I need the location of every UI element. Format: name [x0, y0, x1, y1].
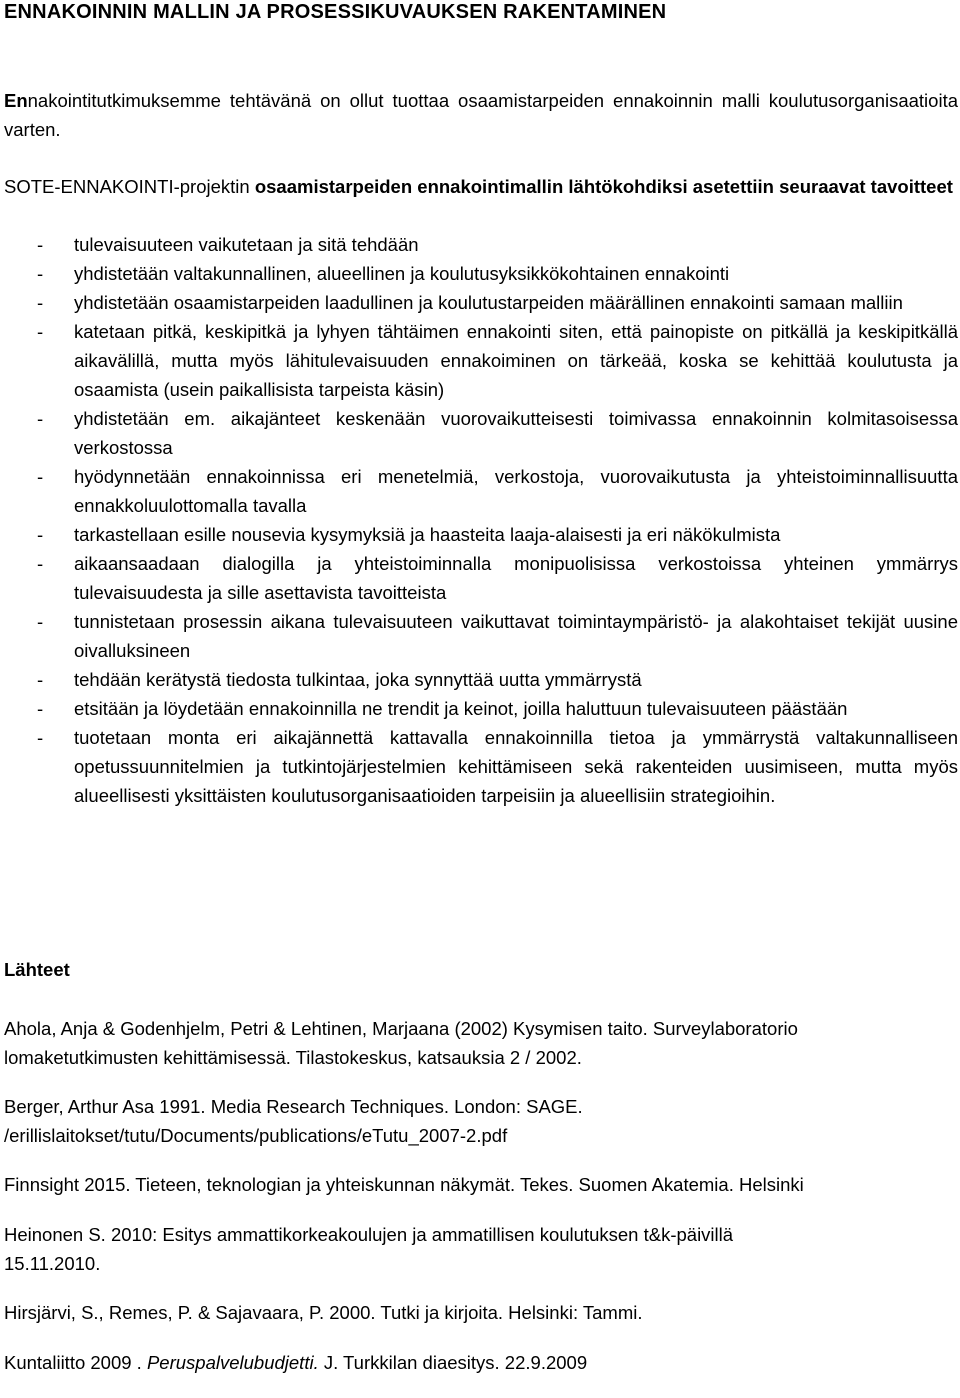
list-item — [4, 549, 958, 607]
list-item-text: hyödynnetään ennakoinnissa eri menetelmiä, verkostoja, vuorovaikutusta ja yhteistoiminnallisuutta ennakkoluulottomalla tavalla — [74, 466, 958, 516]
reference-line: /erillislaitokset/tutu/Documents/publications/eTutu_2007-2.pdf — [4, 1125, 508, 1146]
list-item-text: tuotetaan monta eri aikajännettä kattavalla ennakoinnilla tietoa ja ymmärrystä valtakunnalliseen opetussuunnitelmien ja tutkintojärjestelmien kehittämiseen sekä rakenteiden uusimiseen, mutta myös alueellisesti yksittäisten koulutusorganisaatioiden tarpeisiin ja alueellisiin strategioihin. — [74, 727, 958, 806]
list-item-text: yhdistetään osaamistarpeiden laadullinen ja koulutustarpeiden määrällinen ennakointi samaan malliin — [74, 292, 903, 313]
reference-item — [4, 1348, 958, 1377]
list-dash: - — [37, 727, 44, 748]
list-dash: - — [37, 234, 44, 255]
reference-line: Finnsight 2015. Tieteen, teknologian ja yhteiskunnan näkymät. Tekes. Suomen Akatemia. Helsinki — [4, 1174, 804, 1195]
reference-item — [4, 1092, 958, 1150]
reference-text: Kuntaliitto 2009 . — [4, 1352, 147, 1373]
reference-text: J. Turkkilan diaesitys. 22.9.2009 — [318, 1352, 588, 1373]
list-dash: - — [37, 669, 44, 690]
list-item — [4, 259, 958, 288]
reference-line: Heinonen S. 2010: Esitys ammattikorkeakoulujen ja ammatillisen koulutuksen t&k-päivillä — [4, 1224, 734, 1245]
list-dash: - — [37, 263, 44, 284]
list-dash: - — [37, 408, 44, 429]
list-dash: - — [37, 524, 44, 545]
list-item — [4, 694, 958, 723]
list-item-text: yhdistetään valtakunnallinen, alueellinen ja koulutusyksikkökohtainen ennakointi — [74, 263, 730, 284]
list-item — [4, 607, 958, 665]
references-list — [4, 1014, 958, 1398]
list-item — [4, 317, 958, 404]
goals-lead-paragraph — [4, 172, 958, 201]
list-dash: - — [37, 292, 44, 313]
reference-line: lomaketutkimusten kehittämisessä. Tilastokeskus, katsauksia 2 / 2002. — [4, 1047, 582, 1068]
reference-line: Ahola, Anja & Godenhjelm, Petri & Lehtinen, Marjaana (2002) Kysymisen taito. Surveylaboratorio — [4, 1018, 798, 1039]
reference-title-italic: Peruspalvelubudjetti. — [146, 1352, 319, 1373]
goals-lead-plain: SOTE-ENNAKOINTI-projektin — [4, 176, 255, 197]
list-item — [4, 665, 958, 694]
intro-bold-start: En — [4, 90, 28, 111]
list-item — [4, 520, 958, 549]
reference-line — [4, 1348, 958, 1377]
list-item — [4, 404, 958, 462]
reference-line: Hirsjärvi, S., Remes, P. & Sajavaara, P. 2000. Tutki ja kirjoita. Helsinki: Tammi. — [4, 1302, 643, 1323]
reference-line: 15.11.2010. — [4, 1253, 101, 1274]
list-dash: - — [37, 321, 44, 342]
reference-item — [4, 1170, 958, 1199]
list-item-text: katetaan pitkä, keskipitkä ja lyhyen tähtäimen ennakointi siten, että painopiste on pitkällä ja keskipitkällä aikavälillä, mutta myös lähitulevaisuuden ennakoiminen on tärkeää, koska se kehittää koulutusta ja osaamista (usein paikallisista tarpeista käsin) — [74, 321, 958, 400]
list-dash: - — [37, 466, 44, 487]
goals-lead-bold: osaamistarpeiden ennakointimallin lähtökohdiksi asetettiin seuraavat tavoitteet — [254, 176, 953, 197]
list-dash: - — [37, 553, 44, 574]
page-heading: ENNAKOINNIN MALLIN JA PROSESSIKUVAUKSEN RAKENTAMINEN — [4, 1, 667, 23]
reference-item — [4, 1298, 958, 1327]
list-item-text: tehdään kerätystä tiedosta tulkintaa, joka synnyttää uutta ymmärrystä — [74, 669, 642, 690]
intro-paragraph — [4, 86, 958, 144]
list-dash: - — [37, 698, 44, 719]
list-item-text: tulevaisuuteen vaikutetaan ja sitä tehdään — [74, 234, 419, 255]
sources-heading: Lähteet — [4, 959, 70, 980]
list-item-text: aikaansaadaan dialogilla ja yhteistoiminnalla monipuolisissa verkostoissa yhteinen ymmärrys tulevaisuudesta ja sille asettavista tavoitteista — [74, 553, 958, 603]
list-item-text: etsitään ja löydetään ennakoinnilla ne trendit ja keinot, joilla haluttuun tulevaisuuteen päästään — [74, 698, 848, 719]
list-item — [4, 230, 958, 259]
list-item-text: yhdistetään em. aikajänteet keskenään vuorovaikutteisesti toimivassa ennakoinnin kolmitasoisessa verkostossa — [74, 408, 958, 458]
reference-line: Berger, Arthur Asa 1991. Media Research Techniques. London: SAGE. — [4, 1096, 583, 1117]
list-item-text: tarkastellaan esille nousevia kysymyksiä ja haasteita laaja-alaisesti ja eri näkökulmista — [74, 524, 781, 545]
goals-list — [4, 230, 958, 810]
reference-item — [4, 1014, 958, 1072]
list-item — [4, 723, 958, 810]
intro-text: nakointitutkimuksemme tehtävänä on ollut tuottaa osaamistarpeiden ennakoinnin malli koulutusorganisaatioita varten. — [4, 90, 958, 140]
list-item — [4, 462, 958, 520]
list-item-text: tunnistetaan prosessin aikana tulevaisuuteen vaikuttavat toimintaympäristö- ja alakohtaiset tekijät uusine oivalluksineen — [74, 611, 958, 661]
list-dash: - — [37, 611, 44, 632]
list-item — [4, 288, 958, 317]
reference-item — [4, 1220, 958, 1278]
